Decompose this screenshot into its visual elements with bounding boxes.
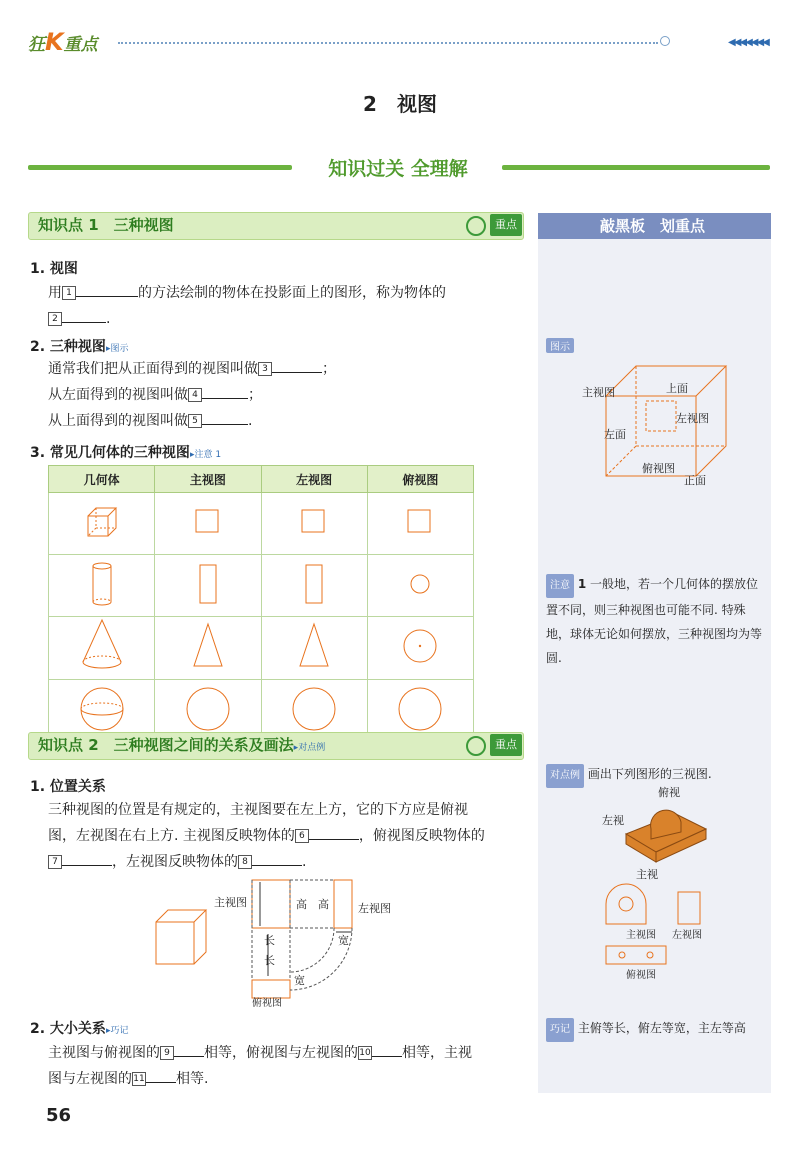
- item2-heading: 2. 三种视图▸图示: [30, 339, 129, 355]
- three-view-relation-diagram: [148, 872, 418, 1012]
- item1-heading: 1. 视图: [30, 261, 78, 277]
- pos-heading: 1. 位置关系: [30, 779, 106, 795]
- table-row: [49, 555, 474, 617]
- diagram-left-label: 左视图: [358, 902, 391, 915]
- kp2-title: 知识点 2 三种视图之间的关系及画法▸对点例: [38, 736, 326, 754]
- fig-leftview-label: 左视图: [676, 412, 709, 425]
- kp1-title: 知识点 1 三种视图: [38, 216, 174, 234]
- fig-top-label: 上面: [666, 382, 688, 395]
- kp2-badge: 重点: [490, 734, 522, 756]
- width-label: 宽: [294, 974, 305, 987]
- example-figure: [596, 784, 766, 994]
- projection-box-figure: [576, 356, 746, 496]
- circle-view-icon: [395, 684, 445, 734]
- fig-main-label: 主视图: [582, 386, 615, 399]
- cone-icon: [77, 618, 127, 674]
- rect-view-icon: [299, 560, 329, 608]
- ex-topview-label: 俯视图: [626, 970, 656, 981]
- page-number: 56: [46, 1105, 72, 1126]
- views-table: [48, 465, 474, 742]
- ex-main-label: 主视: [636, 868, 658, 881]
- cube-icon: [82, 502, 122, 542]
- sidebar-header: 敲黑板 划重点: [538, 213, 771, 239]
- table-header: 左视图: [261, 466, 367, 493]
- width-label: 宽: [338, 934, 349, 947]
- table-row: [49, 493, 474, 555]
- circle-view-icon: [289, 684, 339, 734]
- ex-left-label: 左视: [602, 814, 624, 827]
- memo-text: 巧记 主俯等长，俯左等宽，主左等高: [546, 1016, 766, 1042]
- circle-view-icon: [405, 569, 435, 599]
- ex-mainview-label: 主视图: [626, 930, 656, 941]
- length-label: 长: [264, 954, 275, 967]
- pos-text: 三种视图的位置是有规定的，主视图要在左上方，它的下方应是俯视 图，左视图在右上方. 主视图反映物体的 6 ，俯视图反映物体的 7 ，左视图反映物体的 8 .: [48, 802, 485, 870]
- length-label: 长: [264, 934, 275, 947]
- fig-tag: 图示: [546, 338, 574, 354]
- example-text: 对点例 画出下列图形的三视图.: [546, 762, 766, 788]
- triangle-view-icon: [188, 620, 228, 672]
- table-header: 几何体: [49, 466, 155, 493]
- header-arrows-icon: ◀◀◀◀◀◀◀: [728, 37, 768, 48]
- square-view-icon: [193, 507, 223, 537]
- table-row: [49, 617, 474, 680]
- circle-view-icon: [183, 684, 233, 734]
- target-icon: [466, 736, 486, 756]
- table-header: 主视图: [155, 466, 261, 493]
- size-heading: 2. 大小关系▸巧记: [30, 1021, 129, 1037]
- section-line-right: [502, 165, 770, 170]
- rect-view-icon: [193, 560, 223, 608]
- header-circle: [660, 36, 670, 46]
- fig-left-label: 左面: [604, 428, 626, 441]
- size-text: 主视图与俯视图的 9 相等，俯视图与左视图的10 相等，主视 图与左视图的11 相等.: [48, 1045, 472, 1087]
- kp1-badge: 重点: [490, 214, 522, 236]
- item2-text: 通常我们把从正面得到的视图叫做 3 ； 从左面得到的视图叫做 4 ； 从上面得到的视图叫做 5 .: [48, 361, 336, 429]
- fig-front-label: 正面: [684, 474, 706, 487]
- square-view-icon: [299, 507, 329, 537]
- square-view-icon: [405, 507, 435, 537]
- chapter-title: 2 视图: [363, 92, 437, 116]
- circle-dot-view-icon: [400, 626, 440, 666]
- note-text: 注意 1 一般地，若一个几何体的摆放位置不同，则三种视图也可能不同. 特殊地，球体无论如何摆放，三种视图均为等圆.: [546, 572, 766, 670]
- diagram-main-label: 主视图: [214, 896, 247, 909]
- target-icon: [466, 216, 486, 236]
- fig-topview-label: 俯视图: [642, 462, 675, 475]
- item1-text: 用 1 的方法绘制的物体在投影面上的图形，称为物体的 2 .: [48, 285, 446, 327]
- header-dotted-line: [118, 42, 658, 44]
- diagram-top-label: 俯视图: [252, 998, 282, 1009]
- sphere-icon: [77, 684, 127, 734]
- height-label: 高: [318, 898, 329, 911]
- brand-logo: 狂K重点: [28, 28, 98, 56]
- section-title: 知识过关 全理解: [328, 158, 468, 180]
- table-header: 俯视图: [367, 466, 473, 493]
- ex-leftview-label: 左视图: [672, 930, 702, 941]
- section-line-left: [28, 165, 292, 170]
- item3-heading: 3. 常见几何体的三种视图▸注意 1: [30, 445, 222, 461]
- cylinder-icon: [87, 560, 117, 608]
- height-label: 高: [296, 898, 307, 911]
- ex-top-label: 俯视: [658, 786, 680, 799]
- triangle-view-icon: [294, 620, 334, 672]
